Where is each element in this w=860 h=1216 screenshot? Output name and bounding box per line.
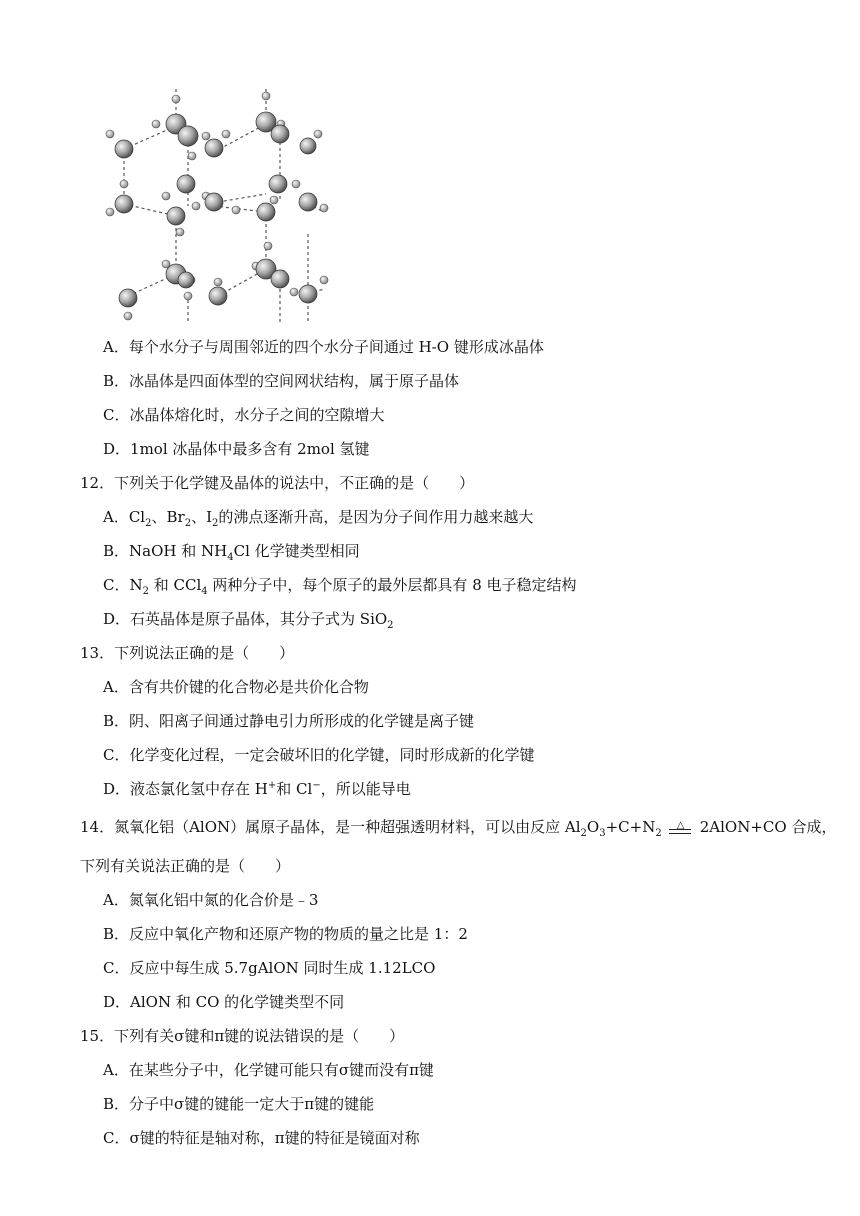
q12-option-a: A．$Cl_2$、$Br_2$、$I_2$的沸点逐渐升高，是因为分子间作用力越来越大 (103, 508, 534, 529)
q12-stem: 12．下列关于化学键及晶体的说法中，不正确的是（ ） (80, 474, 475, 492)
heating-condition-sign: △ (666, 818, 696, 838)
q14-option-d: D．AlON 和 CO 的化学键类型不同 (103, 993, 345, 1011)
q13-option-b: B．阴、阳离子间通过静电引力所形成的化学键是离子键 (103, 712, 475, 730)
q11-option-d: D．1mol 冰晶体中最多含有 2mol 氢键 (103, 440, 370, 458)
q13-option-a: A．含有共价键的化合物必是共价化合物 (103, 678, 369, 696)
q15-option-b: B．分子中σ键的键能一定大于π键的键能 (103, 1095, 375, 1113)
q12-option-d: D．石英晶体是原子晶体，其分子式为 SiO$_2$ (103, 610, 394, 631)
q12-option-c: C．$N_2$ 和 CCl$_4$ 两种分子中，每个原子的最外层都具有 8 电子稳定结构 (103, 576, 577, 597)
q15-stem: 15．下列有关σ键和π键的说法错误的是（ ） (80, 1027, 405, 1045)
q14-stem: 14．氮氧化铝（AlON）属原子晶体，是一种超强透明材料，可以由反应 $Al_2O_3+C+N_2$ △ 2AlON+CO 合成， (80, 818, 837, 839)
q13-option-d: D．液态氯化氢中存在 H+和 Cl−，所以能导电 (103, 780, 411, 798)
q13-option-c: C．化学变化过程，一定会破坏旧的化学键，同时形成新的化学键 (103, 746, 535, 764)
q15-option-a: A．在某些分子中，化学键可能只有σ键而没有π键 (103, 1061, 434, 1079)
ice-crystal-structure-icon (96, 84, 336, 326)
q14-option-b: B．反应中氧化产物和还原产物的物质的量之比是 1：2 (103, 925, 468, 943)
q11-option-c: C．冰晶体熔化时，水分子之间的空隙增大 (103, 406, 385, 424)
q11-option-a: A．每个水分子与周围邻近的四个水分子间通过 H-O 键形成冰晶体 (103, 338, 544, 356)
q12-option-b: B．NaOH 和 $NH_4Cl$ 化学键类型相同 (103, 542, 360, 563)
q14-option-c: C．反应中每生成 5.7gAlON 同时生成 1.12LCO (103, 959, 436, 977)
q13-stem: 13．下列说法正确的是（ ） (80, 644, 295, 662)
ice-crystal-structure-diagram (96, 84, 336, 326)
q14-stem-line2: 下列有关说法正确的是（ ） (80, 857, 291, 875)
q15-option-c: C．σ键的特征是轴对称，π键的特征是镜面对称 (103, 1129, 420, 1147)
q11-option-b: B．冰晶体是四面体型的空间网状结构，属于原子晶体 (103, 372, 460, 390)
q14-option-a: A．氮氧化铝中氮的化合价是﹣3 (103, 891, 319, 909)
